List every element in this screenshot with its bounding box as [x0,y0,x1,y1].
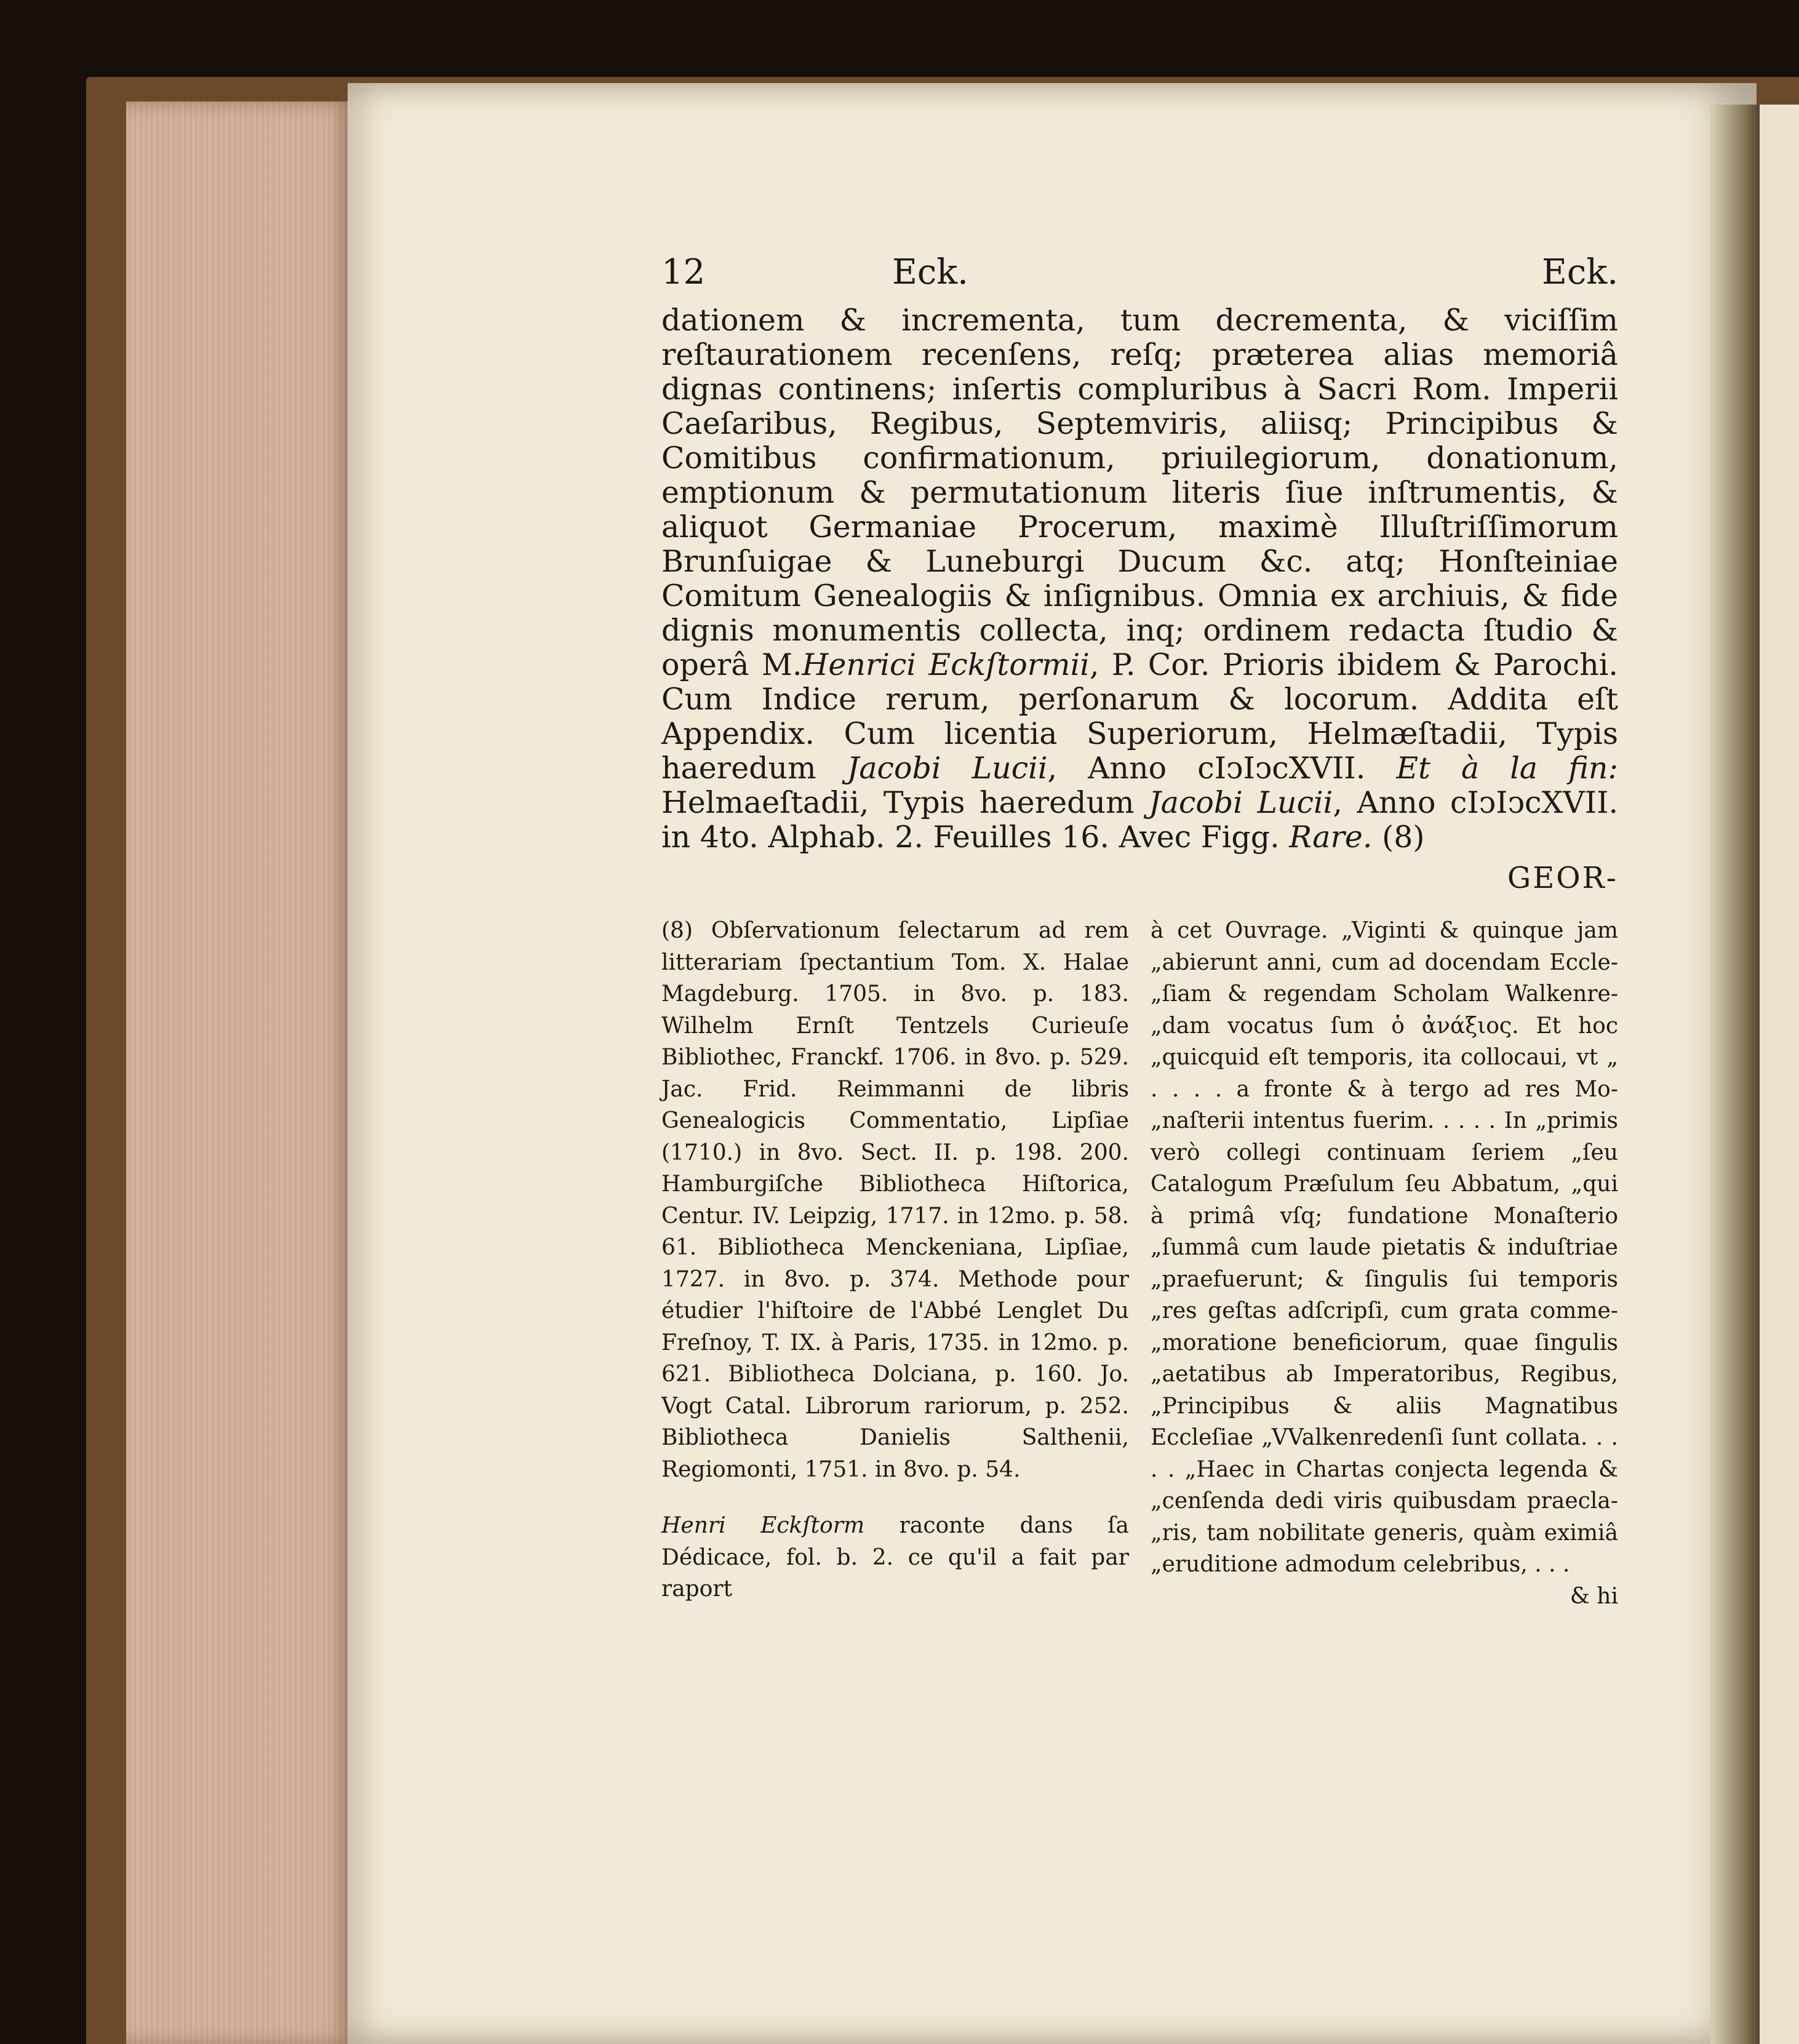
page-number: 12 [661,252,706,292]
facing-page-edge [1760,105,1799,2044]
entry-text: Helmaeſtadii, Typis haeredum [661,785,1135,820]
author-name: Henri Eckſtorm [661,1513,865,1538]
page-edges [126,102,354,2044]
author-name: Henrici Eckſtormii [802,647,1090,682]
catchword: GEOR- [1507,861,1618,895]
running-head [661,252,1618,298]
footnote-quotation: à cet Ouvrage. „Viginti & quinque jam „abierunt anni, cum ad docendam Eccle- „ſiam & regendam Scholam Walkenre- „dam vocatus ſum ὁ ἀνάξιος. Et hoc „quicquid eſt temporis, ita collocaui, vt „ . . . . a fronte & à tergo ad res Mo- „naſterii intentus fuerim. . . . . In „primis verò collegi continuam ſeriem „ſeu Catalogum Præſulum ſeu Abbatum, „qui à primâ vſq; fundatione Monaſterio „ſummâ cum laude pietatis & induſtriae „praefuerunt; & ſingulis ſui temporis „res geſtas adſcripſi, cum grata comme- „moratione beneficiorum, quae ſingulis „aetatibus ab Imperatoribus, Regibus, „Principibus & aliis Magnatibus Eccleſiae „VValkenredenſi ſunt collata. . . . . „Haec in Chartas conjecta legenda & „cenſenda dedi viris quibusdam praecla- „ris, tam nobilitate generis, quàm eximiâ „eruditione admodum celebribus, . . . [1151,918,1618,1577]
footnote-paragraph: (8) Obſervationum ſelectarum ad rem litterariam ſpectantium Tom. X. Halae Magdeburg. 1705. in 8vo. p. 183. Wilhelm Ernſt Tentzels Curieuſe Bibliothec, Franckf. 1706. in 8vo. p. 529. Jac. Frid. Reimmanni de libris Genealogicis Commentatio, Lipſiae (1710.) in 8vo. Sect. II. p. 198. 200. Hamburgiſche Bibliotheca Hiſtorica, Centur. IV. Leipzig, 1717. in 12mo. p. 58. 61. Bibliotheca Menckeniana, Lipſiae, 1727. in 8vo. p. 374. Methode pour étudier l'hiſtoire de l'Abbé Lenglet Du Freſnoy, T. IX. à Paris, 1735. in 12mo. p. 621. Bibliotheca Dolciana, p. 160. Jo. Vogt Catal. Librorum rariorum, p. 252. Bibliotheca Danielis Salthenii, Regiomonti, 1751. in 8vo. p. 54. [661,918,1129,1482]
rarity-note: Rare. [1289,820,1373,855]
footnote-paragraph [661,1510,1129,1605]
colophon-label: Et à la fin: [1396,751,1618,786]
printer-name: Jacobi Lucii [1149,785,1333,820]
entry-text: dationem & incrementa, tum decrementa, & viciſſim reſtaurationem recenſens, reſq; præterea alias memoriâ dignas continens; inſertis compluribus à Sacri Rom. Imperii Caeſaribus, Regibus, Septemviris, aliisq; Principibus & Comitibus confirmationum, priuilegiorum, donationum, emptionum & permutationum literis ſiue inſtrumentis, & aliquot Germaniae Procerum, maximè Illuſtriſſimorum Brunſuigae & Luneburgi Ducum &c. atq; Honſteiniae Comitum Genealogiis & inſignibus. Omnia ex archiuis, & fide dignis monumentis collecta, inq; ordinem redacta ſtudio & operâ M. [661,303,1618,682]
entry-text: , P. Cor. Prioris ibidem & Parochi. Cum Indice rerum, perſonarum & locorum. Addita eſt Appendix. Cum licentia Superiorum, Helmæſtadii, Typis haeredum [661,647,1618,786]
footnote-columns [661,915,1618,1609]
running-head-center: Eck. [892,252,968,292]
footnote-text: raconte dans ſa Dédicace, fol. b. 2. ce qu'il a fait par raport [661,1513,1130,1602]
book-gutter [1710,105,1766,2044]
running-head-right: Eck. [1542,252,1618,292]
footnote-left-column [661,915,1129,1605]
text-block [661,252,1619,1609]
footnote-reference: (8) [1382,820,1425,855]
printer-name: Jacobi Lucii [847,751,1048,786]
entry-text: , Anno cIↄIↄcXVII. in 4to. Alphab. 2. Feuilles 16. Avec Figg. [661,785,1619,855]
main-entry-paragraph [661,303,1618,855]
main-entry [661,303,1618,855]
footnote-right-column [1151,915,1618,1612]
entry-text: , Anno cIↄIↄcXVII. [1047,751,1366,786]
column-catchword: & hi [1570,1583,1618,1609]
